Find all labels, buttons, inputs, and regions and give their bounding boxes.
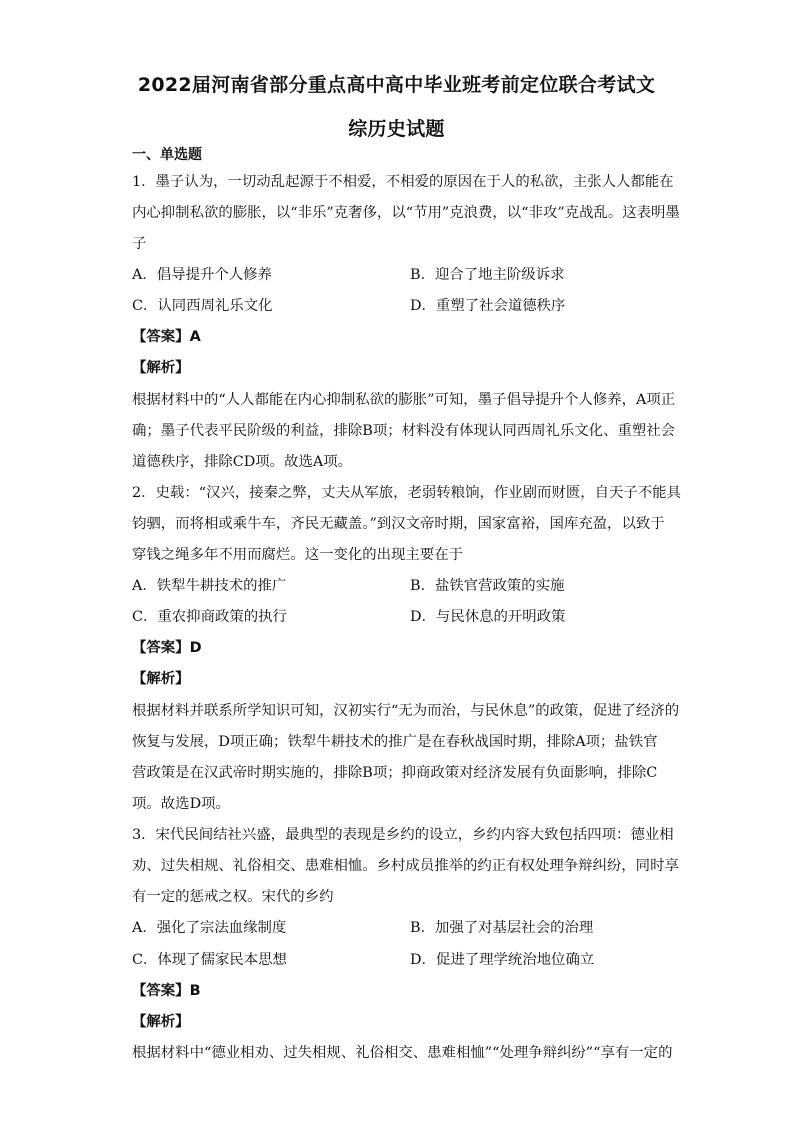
question-stem-line: 3．宋代民间结社兴盛，最典型的表现是乡约的设立，乡约内容大致包括四项：德业相 [132,827,674,843]
option-a: A．铁犁牛耕技术的推广 [132,578,287,594]
question-stem-line: 有一定的惩戒之权。宋代的乡约 [132,889,334,905]
option-c: C．重农抑商政策的执行 [132,609,287,625]
answer-label: 【答案】B [132,983,201,999]
analysis-line: 根据材料并联系所学知识可知，汉初实行“无为而治，与民休息”的政策，促进了经济的 [132,703,680,719]
document-title-line-2: 综历史试题 [348,118,445,140]
option-d: D．促进了理学统治地位确立 [410,952,595,968]
option-d: D．重塑了社会道德秩序 [410,298,566,314]
analysis-line: 确；墨子代表平民阶级的利益，排除B项；材料没有体现认同西周礼乐文化、重塑社会 [132,423,676,439]
section-heading: 一、单选题 [132,147,202,163]
answer-label: 【答案】A [132,329,201,345]
question-stem-line: 2．史载：“汉兴，接秦之弊，丈夫从军旅，老弱转粮饷，作业剧而财匮，自天子不能具 [132,485,681,501]
option-c: C．认同西周礼乐文化 [132,298,273,314]
analysis-line: 恢复与发展，D项正确；铁犁牛耕技术的推广是在春秋战国时期，排除A项；盐铁官 [132,734,658,750]
option-d: D．与民休息的开明政策 [410,609,566,625]
question-stem-line: 钧驷，而将相或乘牛车，齐民无藏盖。”到汉文帝时期，国家富裕，国库充盈，以致于 [132,516,665,532]
question-stem-line: 穿钱之绳多年不用而腐烂。这一变化的出现主要在于 [132,547,463,563]
question-stem-line: 劝、过失相规、礼俗相交、患难相恤。乡村成员推举的约正有权处理争辩纠纷，同时享 [132,858,679,874]
analysis-line: 根据材料中的“人人都能在内心抑制私欲的膨胀”可知，墨子倡导提升个人修养，A项正 [132,392,676,408]
analysis-line: 道德秩序，排除CD项。故选A项。 [132,454,353,470]
question-stem-line: 内心抑制私欲的膨胀，以“非乐”克奢侈，以“节用”克浪费，以“非攻”克战乱。这表明墨 [132,205,680,221]
document-title-line-1: 2022届河南省部分重点高中高中毕业班考前定位联合考试文 [137,74,656,96]
option-c: C．体现了儒家民本思想 [132,952,287,968]
analysis-line: 营政策是在汉武帝时期实施的，排除B项；抑商政策对经济发展有负面影响，排除C [132,765,658,781]
option-b: B．迎合了地主阶级诉求 [410,267,565,283]
answer-label: 【答案】D [132,640,202,656]
option-a: A．倡导提升个人修养 [132,267,272,283]
option-a: A．强化了宗法血缘制度 [132,920,287,936]
option-b: B．盐铁官营政策的实施 [410,578,565,594]
analysis-label: 【解析】 [132,360,190,376]
analysis-line: 项。故选D项。 [132,796,230,812]
question-stem-line: 1．墨子认为，一切动乱起源于不相爱，不相爱的原因在于人的私欲，主张人人都能在 [132,174,674,190]
analysis-label: 【解析】 [132,1014,190,1030]
option-b: B．加强了对基层社会的治理 [410,920,594,936]
analysis-line: 根据材料中“德业相劝、过失相规、礼俗相交、患难相恤”“处理争辩纠纷”“享有一定的 [132,1045,673,1061]
analysis-label: 【解析】 [132,671,190,687]
question-stem-line: 子 [132,236,147,252]
